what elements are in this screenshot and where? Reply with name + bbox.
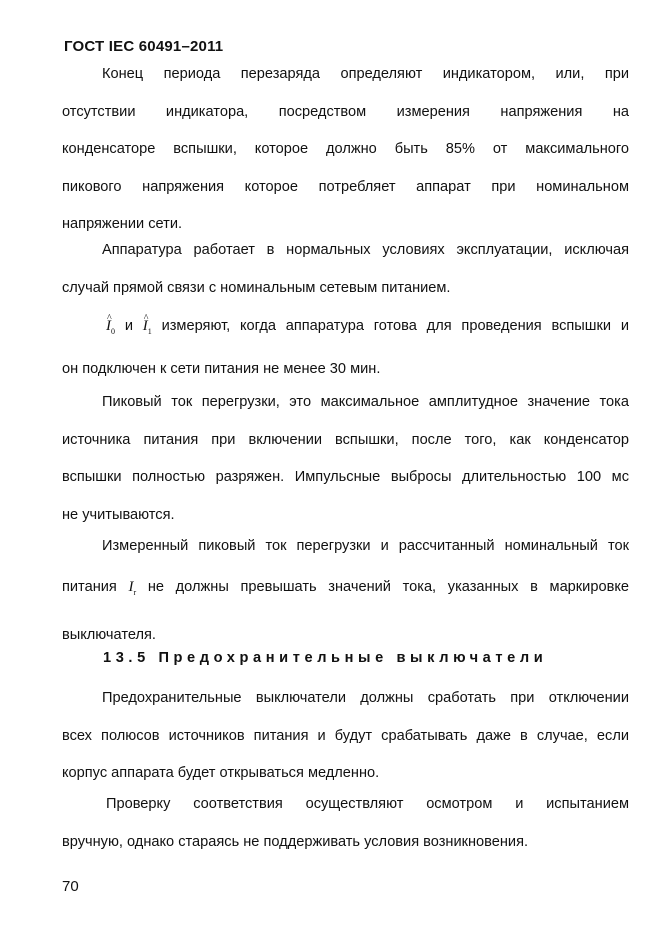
text-line: вручную, однако стараясь не поддерживать условия возникновения. (62, 833, 529, 850)
text-line: Конец периода перезаряда определяют индикатором, или, при (102, 66, 629, 82)
paragraph-measurement (62, 308, 629, 388)
text-line: Измеренный пиковый ток перегрузки и рассчитанный номинальный ток (102, 538, 629, 554)
text-line: Аппаратура работает в нормальных условиях эксплуатации, исключая (102, 242, 629, 258)
text-line: Предохранительные выключатели должны сработать при отключении (102, 690, 629, 706)
text-line: отсутствии индикатора, посредством измерения напряжения на (62, 103, 629, 120)
formula-i1: ^ $I_1$ (143, 318, 152, 334)
text-line: ^ $I_0$ и ^ $I_1$ измеряют, когда аппаратура готова для проведения вспышки и (62, 308, 629, 351)
paragraph-safety-switches (62, 680, 629, 793)
paragraph-peak-current (62, 384, 629, 534)
conjunction: и (124, 318, 133, 334)
text-line: конденсаторе вспышки, которое должно быть 85% от максимального (62, 141, 629, 157)
text-line: напряжении сети. (62, 216, 183, 232)
text-line: питания $I_r$ не должны превышать значений тока, указанных в маркировке (62, 578, 629, 597)
section-title: 13.5 Предохранительные выключатели (103, 650, 548, 666)
text-line: выключателя. (62, 626, 156, 643)
text-line: корпус аппарата будет открываться медленно. (62, 765, 380, 781)
paragraph-verification (62, 786, 629, 861)
page-number: 70 (62, 878, 79, 895)
text-line: случай прямой связи с номинальным сетевым питанием. (62, 279, 451, 296)
formula-ir: $I_r$ (128, 578, 137, 597)
text-line: пикового напряжения которое потребляет аппарат при номинальном (62, 178, 629, 195)
paragraph-operating-conditions (62, 232, 629, 307)
text-line: Проверку соответствия осуществляют осмотром и испытанием (106, 796, 629, 812)
text-line: не учитываются. (62, 506, 175, 523)
formula-i0: ^ $I_0$ (106, 318, 115, 334)
paragraph-recharge-period (62, 56, 629, 244)
text-line: он подключен к сети питания не менее 30 мин. (62, 360, 381, 377)
text-line: всех полюсов источников питания и будут срабатывать даже в случае, если (62, 727, 629, 744)
paragraph-measured-current (62, 528, 629, 656)
standard-header: ГОСТ IEC 60491–2011 (64, 38, 224, 55)
text-line: вспышки полностью разряжен. Импульсные выбросы длительностью 100 мс (62, 469, 629, 485)
text-line: источника питания при включении вспышки, после того, как конденсатор (62, 431, 629, 448)
text-line: Пиковый ток перегрузки, это максимальное амплитудное значение тока (102, 394, 629, 410)
